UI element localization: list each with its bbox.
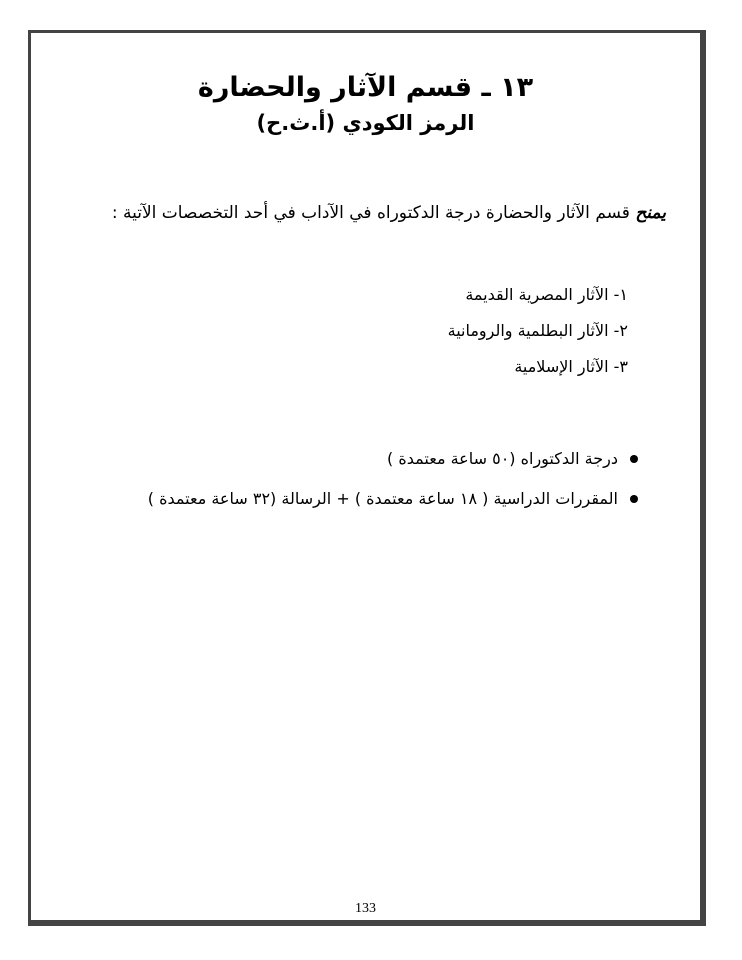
page-content: [31, 33, 700, 920]
specialization-item: ١- الآثار المصرية القديمة: [465, 285, 628, 304]
specialization-item: ٢- الآثار البطلمية والرومانية: [447, 321, 628, 340]
intro-lead-word: يمنح: [635, 203, 666, 223]
page-subtitle: الرمز الكودي (أ.ث.ح): [256, 111, 475, 135]
bullet-dot-icon: [630, 455, 638, 463]
intro-text: قسم الآثار والحضارة درجة الدكتوراه في الآداب في أحد التخصصات الآتية :: [111, 203, 636, 223]
specialization-list: [448, 277, 628, 385]
credit-hours-list: [148, 439, 638, 519]
bullet-dot-icon: [630, 495, 638, 503]
specialization-item: ٣- الآثار الإسلامية: [514, 357, 628, 376]
intro-paragraph: [65, 196, 666, 230]
page-frame: [28, 30, 706, 926]
page-number: 133: [355, 901, 376, 916]
list-item: [148, 479, 638, 519]
bullet-text: المقررات الدراسية ( ١٨ ساعة معتمدة ) + الرسالة (٣٢ ساعة معتمدة ): [147, 489, 618, 508]
bullet-text: درجة الدكتوراه (٥٠ ساعة معتمدة ): [387, 449, 618, 468]
list-item: [148, 439, 638, 479]
page-title: ١٣ ـ قسم الآثار والحضارة: [197, 72, 534, 103]
